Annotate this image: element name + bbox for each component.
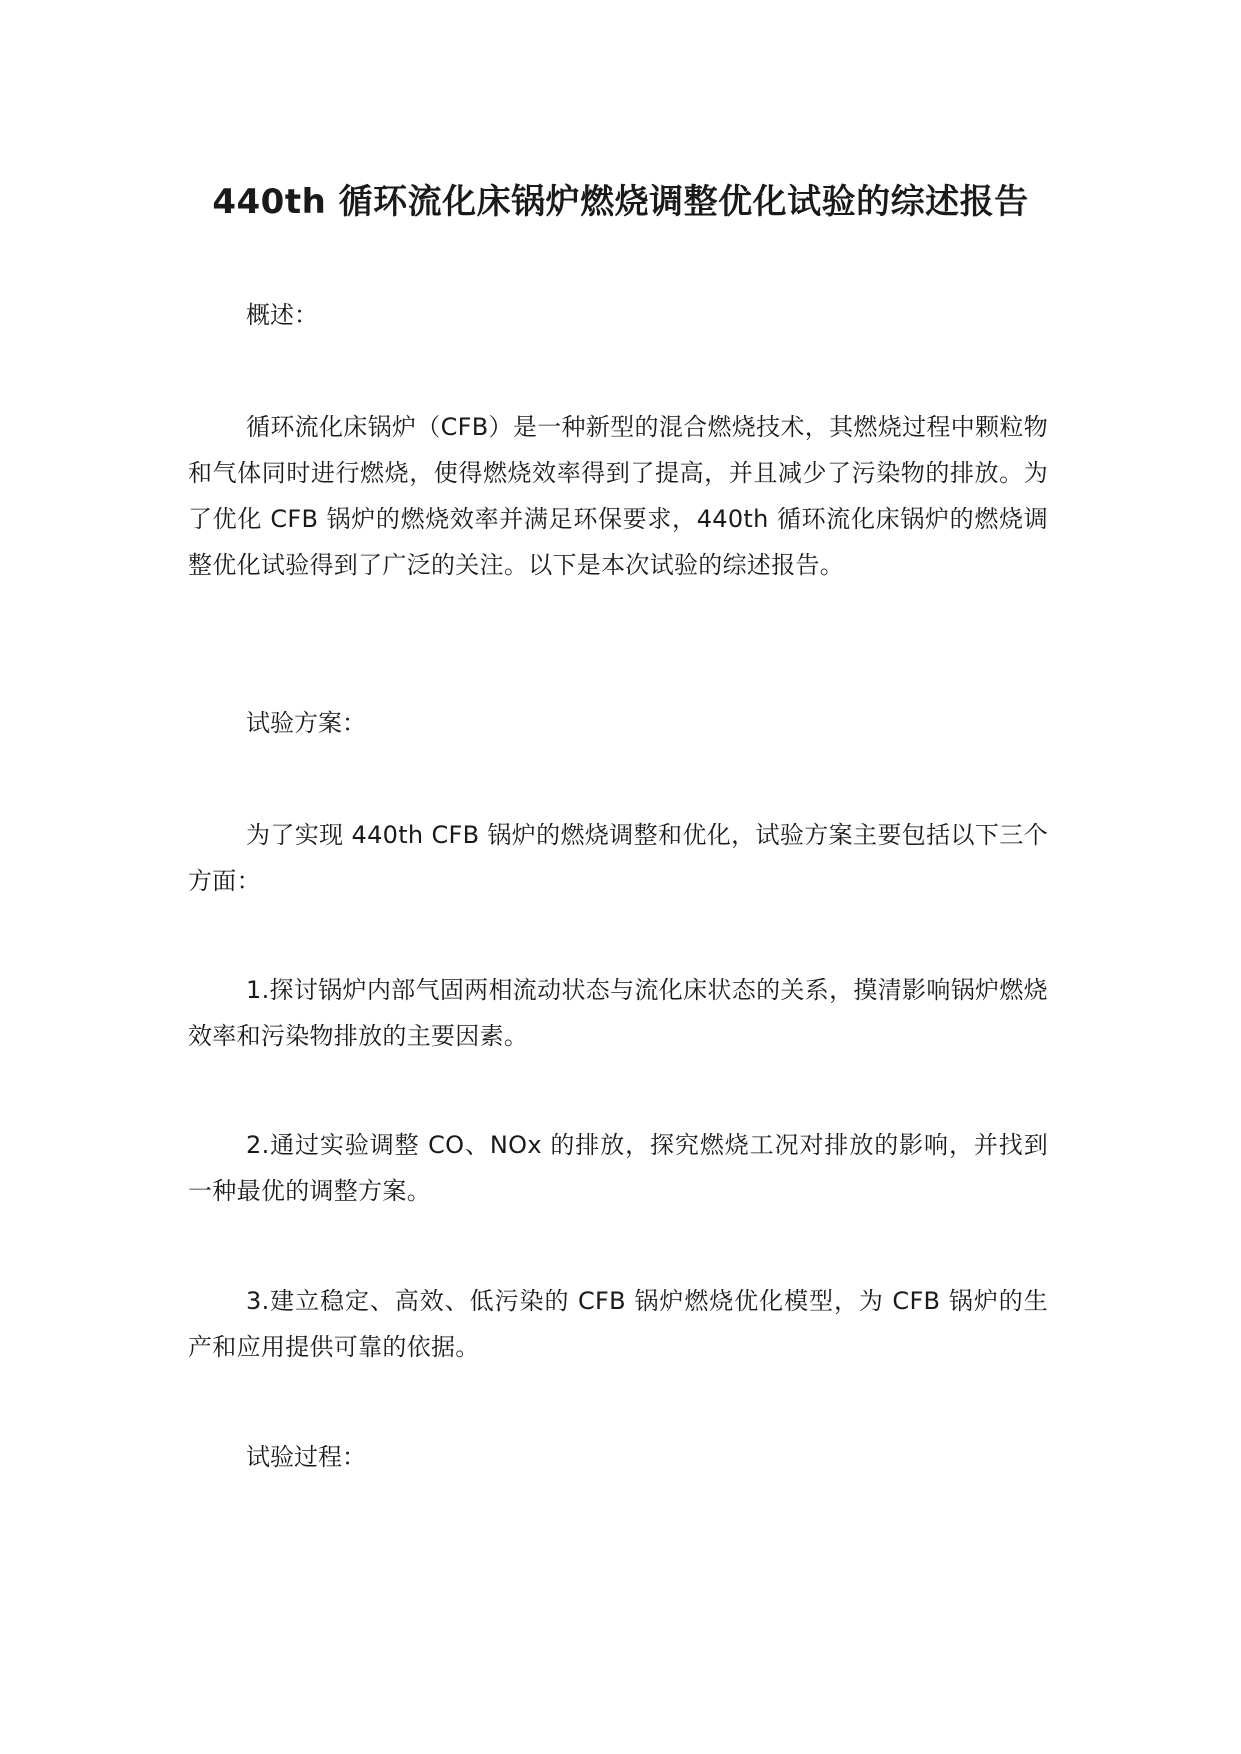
process-heading: 试验过程： (246, 1443, 366, 1471)
plan-intro-paragraph: 为了实现 440th CFB 锅炉的燃烧调整和优化，试验方案主要包括以下三个方面： (188, 821, 1048, 895)
plan-item-3: 3.建立稳定、高效、低污染的 CFB 锅炉燃烧优化模型，为 CFB 锅炉的生产和应用提供可靠的依据。 (188, 1287, 1048, 1361)
plan-item-1: 1.探讨锅炉内部气固两相流动状态与流化床状态的关系，摸清影响锅炉燃烧效率和污染物排放的主要因素。 (188, 976, 1048, 1050)
plan-item-2: 2.通过实验调整 CO、NOx 的排放，探究燃烧工况对排放的影响，并找到一种最优的调整方案。 (188, 1131, 1048, 1205)
overview-paragraph: 循环流化床锅炉（CFB）是一种新型的混合燃烧技术，其燃烧过程中颗粒物和气体同时进行燃烧，使得燃烧效率得到了提高，并且减少了污染物的排放。为了优化 CFB 锅炉的燃烧效率并满足环保要求，440th 循环流化床锅炉的燃烧调整优化试验得到了广泛的关注。以下是本次试验的综述报告。 (188, 413, 1048, 579)
document-title: 440th 循环流化床锅炉燃烧调整优化试验的综述报告 (212, 182, 1029, 222)
plan-heading: 试验方案： (246, 709, 366, 737)
overview-heading: 概述： (246, 301, 318, 329)
